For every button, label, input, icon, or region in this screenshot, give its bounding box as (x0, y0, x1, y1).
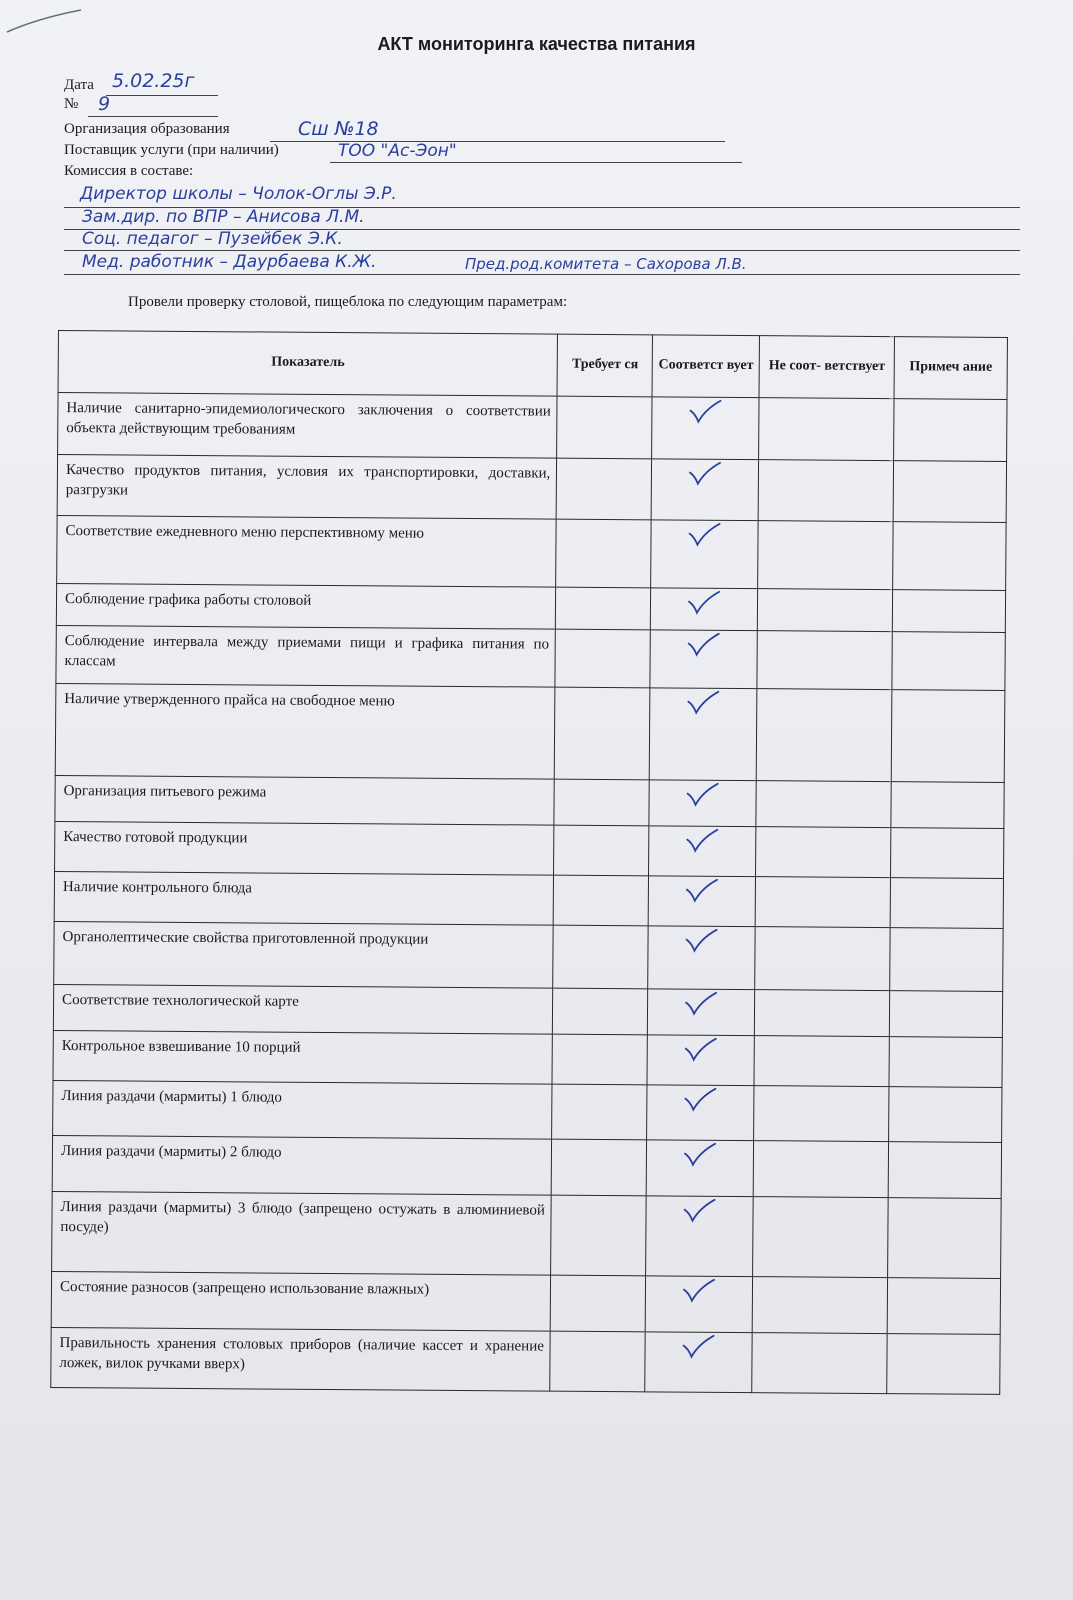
indicator-cell: Соответствие технологической карте (53, 984, 553, 1034)
table-row (51, 1271, 1000, 1334)
compliant-cell (648, 876, 755, 927)
noncompliant-cell (756, 827, 891, 878)
date-label: Дата (64, 77, 94, 93)
required-cell (553, 925, 648, 989)
checkmark-icon (683, 991, 719, 1017)
checkmark-icon (687, 461, 723, 487)
table-row (55, 683, 1005, 782)
indicator-cell: Линия раздачи (мармиты) 1 блюдо (53, 1080, 553, 1139)
required-cell (557, 458, 652, 520)
table-row (57, 455, 1006, 523)
table-row (54, 871, 1003, 928)
noncompliant-cell (754, 1036, 889, 1087)
compliant-cell (646, 1140, 753, 1197)
indicator-cell: Линия раздачи (мармиты) 2 блюдо (52, 1135, 552, 1195)
compliant-cell (651, 520, 758, 589)
org-value: Сш №18 (298, 118, 379, 140)
indicator-cell: Соответствие ежедневного меню перспективному меню (57, 515, 557, 587)
checkmark-icon (681, 1278, 717, 1304)
compliant-cell (652, 397, 759, 460)
required-cell (550, 1331, 645, 1392)
inspection-table (50, 330, 1008, 1395)
table-row (53, 984, 1002, 1037)
compliant-cell (647, 1085, 754, 1141)
checkmark-icon (682, 1142, 718, 1168)
noncompliant-cell (758, 589, 893, 632)
table-row (51, 1327, 1000, 1394)
commission-member-1: Директор школы – Чолок-Оглы Э.Р. (80, 184, 397, 204)
required-cell (556, 587, 651, 630)
number-label: № (64, 96, 79, 112)
checkmark-icon (681, 1334, 717, 1360)
compliant-cell (651, 588, 758, 631)
checkmark-icon (688, 399, 724, 425)
note-cell (890, 928, 1003, 992)
intro-text: Провели проверку столовой, пищеблока по следующим параметрам: (128, 294, 568, 310)
required-cell (552, 1034, 647, 1085)
required-cell (552, 1084, 647, 1140)
table-row (54, 921, 1003, 991)
note-cell (891, 828, 1004, 879)
indicator-cell: Наличие контрольного блюда (54, 871, 554, 925)
commission-member-4: Мед. работник – Даурбаева К.Ж. (82, 252, 377, 272)
compliant-cell (649, 826, 756, 877)
commission-line-3 (64, 250, 1020, 251)
note-cell (887, 1278, 1000, 1335)
compliant-cell (650, 630, 757, 689)
note-cell (894, 399, 1007, 462)
indicator-cell: Состояние разносов (запрещено использование влажных) (51, 1271, 551, 1331)
number-underline (88, 116, 218, 117)
noncompliant-cell (756, 689, 892, 782)
supplier-value: ТОО "Ас-Эон" (338, 141, 457, 161)
indicator-cell: Организация питьевого режима (55, 775, 555, 825)
number-value: 9 (98, 93, 111, 115)
noncompliant-cell (752, 1333, 887, 1394)
noncompliant-cell (757, 631, 892, 690)
indicator-cell: Линия раздачи (мармиты) 3 блюдо (запрещено остужать в алюминиевой посуде) (52, 1191, 552, 1275)
indicator-cell: Правильность хранения столовых приборов (наличие кассет и хранение ложек, вилок ручками вверх) (51, 1327, 551, 1391)
noncompliant-cell (753, 1141, 888, 1198)
table-header-row (58, 331, 1007, 400)
date-value: 5.02.25г (112, 70, 195, 92)
required-cell (552, 1139, 647, 1196)
table-row (52, 1191, 1002, 1278)
header-note: Примеч ание (894, 337, 1007, 400)
noncompliant-cell (755, 927, 890, 991)
commission-label: Комиссия в составе: (64, 163, 194, 179)
required-cell (554, 825, 649, 876)
org-label: Организация образования (64, 121, 230, 137)
table-row (56, 583, 1005, 632)
supplier-label: Поставщик услуги (при наличии) (64, 142, 279, 158)
required-cell (551, 1195, 647, 1276)
indicator-cell: Соблюдение интервала между приемами пищи и графика питания по классам (56, 625, 556, 687)
table-row (55, 775, 1004, 828)
indicator-cell: Органолептические свойства приготовленной продукции (54, 921, 554, 988)
required-cell (551, 1275, 646, 1332)
noncompliant-cell (756, 781, 891, 828)
compliant-cell (645, 1276, 752, 1333)
compliant-cell (647, 1035, 754, 1086)
table-row (53, 1030, 1002, 1087)
checkmark-icon (682, 1198, 718, 1224)
pen-mark-icon (5, 6, 85, 36)
checkmark-icon (684, 928, 720, 954)
indicator-cell: Соблюдение графика работы столовой (56, 583, 556, 629)
noncompliant-cell (758, 460, 893, 522)
checkmark-icon (687, 522, 723, 548)
table-row (57, 515, 1006, 590)
compliant-cell (648, 989, 755, 1036)
noncompliant-cell (758, 521, 893, 590)
note-cell (892, 590, 1005, 633)
table-body (51, 393, 1007, 1395)
supplier-underline (330, 162, 742, 163)
compliant-cell (645, 1332, 752, 1393)
note-cell (891, 782, 1004, 829)
note-cell (892, 632, 1005, 691)
header-required: Требует ся (557, 334, 652, 397)
indicator-cell: Качество продуктов питания, условия их транспортировки, доставки, разгрузки (57, 455, 557, 520)
required-cell (554, 779, 649, 826)
required-cell (553, 988, 648, 1035)
commission-line-4 (64, 274, 1020, 275)
note-cell (888, 1142, 1001, 1199)
table-row (53, 1080, 1002, 1142)
note-cell (889, 991, 1002, 1038)
note-cell (891, 690, 1005, 783)
required-cell (555, 687, 651, 780)
page-title: АКТ мониторинга качества питания (377, 34, 696, 54)
checkmark-icon (685, 690, 721, 716)
checkmark-icon (686, 590, 722, 616)
commission-member-2: Зам.дир. по ВПР – Анисова Л.М. (82, 207, 365, 227)
noncompliant-cell (759, 398, 894, 461)
note-cell (888, 1198, 1002, 1279)
indicator-cell: Качество готовой продукции (55, 821, 555, 875)
note-cell (889, 1037, 1002, 1088)
note-cell (889, 1087, 1002, 1143)
noncompliant-cell (753, 1197, 888, 1278)
compliant-cell (649, 780, 756, 827)
checkmark-icon (685, 782, 721, 808)
commission-member-3: Соц. педагог – Пузейбек Э.К. (82, 229, 343, 249)
table-row (55, 821, 1004, 878)
noncompliant-cell (755, 877, 890, 928)
commission-member-5: Пред.род.комитета – Сахорова Л.В. (465, 255, 747, 273)
compliant-cell (651, 459, 758, 521)
indicator-cell: Наличие утвержденного прайса на свободное меню (55, 683, 555, 779)
table-row (58, 393, 1007, 462)
compliant-cell (646, 1196, 754, 1277)
checkmark-icon (684, 828, 720, 854)
indicator-cell: Контрольное взвешивание 10 порций (53, 1030, 553, 1084)
compliant-cell (650, 688, 758, 781)
indicator-cell: Наличие санитарно-эпидемиологического заключения о соответствии объекта действующим требованиям (58, 393, 558, 459)
required-cell (556, 519, 651, 588)
note-cell (887, 1334, 1000, 1395)
noncompliant-cell (754, 1086, 889, 1142)
required-cell (555, 629, 650, 688)
header-noncompliant: Не соот- ветствует (759, 336, 894, 399)
noncompliant-cell (752, 1277, 887, 1334)
table-row (52, 1135, 1001, 1198)
header-indicator: Показатель (58, 331, 558, 397)
header-compliant: Соответст вует (652, 335, 759, 398)
date-underline (106, 95, 218, 96)
checkmark-icon (683, 1037, 719, 1063)
checkmark-icon (683, 1087, 719, 1113)
required-cell (557, 396, 652, 459)
noncompliant-cell (755, 990, 890, 1037)
note-cell (893, 522, 1006, 591)
required-cell (554, 875, 649, 926)
note-cell (893, 461, 1006, 523)
checkmark-icon (686, 632, 722, 658)
checkmark-icon (684, 878, 720, 904)
table-row (56, 625, 1005, 690)
note-cell (890, 878, 1003, 929)
compliant-cell (648, 926, 755, 990)
